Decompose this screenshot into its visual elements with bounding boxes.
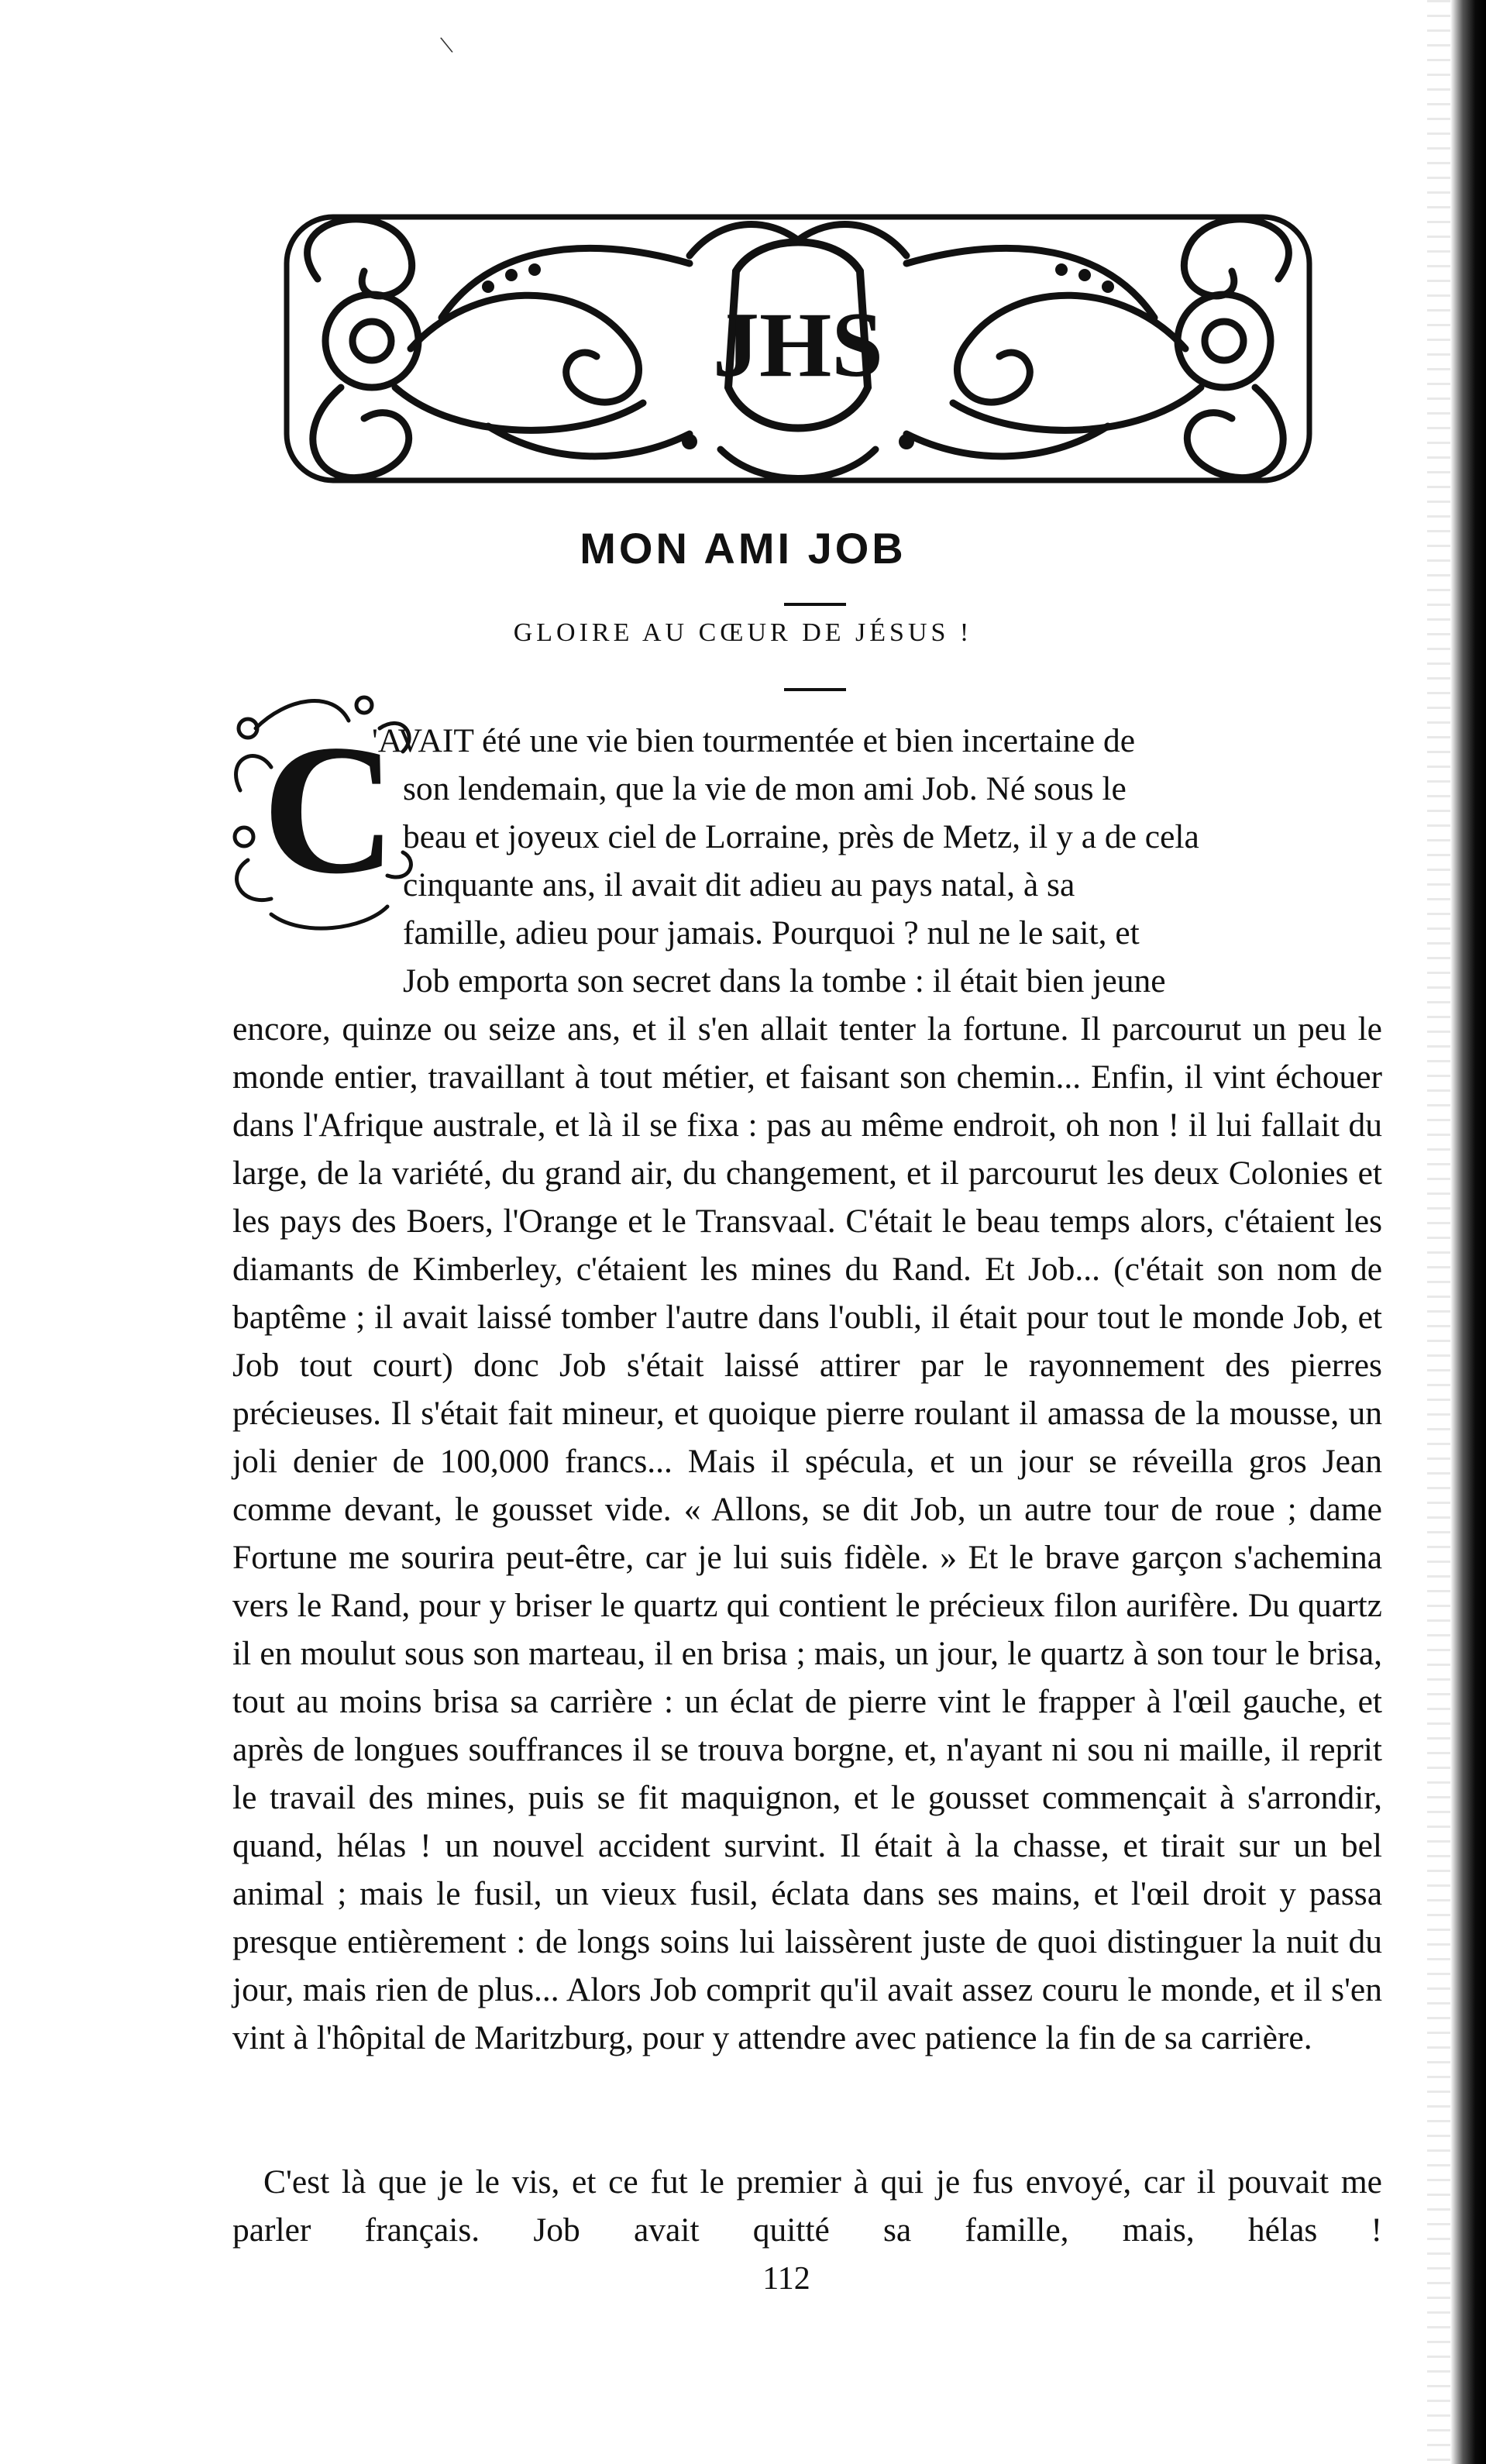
- paragraph-text: C'est là que je le vis, et ce fut le premier à qui je fus envoyé, car il pouvait me parler français. Job avait quitté sa famille, mais, hélas !: [232, 2163, 1382, 2249]
- ornament-monogram: JHS: [712, 293, 884, 396]
- dropcap-letter: C: [262, 706, 397, 912]
- body-paragraph-1: [232, 1005, 1382, 2062]
- text-line: beau et joyeux ciel de Lorraine, près de Metz, il y a de cela: [403, 818, 1199, 855]
- page-title: MON AMI JOB: [580, 524, 906, 573]
- header-ornament: [256, 186, 1340, 511]
- title-rule-bottom: [784, 688, 846, 691]
- text-line: cinquante ans, il avait dit adieu au pays natal, à sa: [403, 866, 1075, 903]
- paragraph-text: encore, quinze ou seize ans, et il s'en allait tenter la fortune. Il parcourut un peu le monde entier, travaillant à tout métier, et faisant son chemin... Enfin, il vint échouer dans l'Afrique australe, et là il se fixa : pas au même endroit, oh non ! il lui fallait du large, de la variété, du grand air, du changement, et il parcourut les deux Colonies et les pays des Boers, l'Orange et le Transvaal. C'était le beau temps alors, c'étaient les diamants de Kimberley, c'étaient les mines du Rand. Et Job... (c'était son nom de baptême ; il avait laissé tomber l'autre dans l'oubli, il était pour tout le monde Job, et Job tout court) donc Job s'était laissé attirer par le rayonnement des pierres précieuses. Il s'était fait mineur, et quoique pierre roulant il amassa de la mousse, un joli denier de 100,000 francs... Mais il spécula, et un jour se réveilla gros Jean comme devant, le gousset vide. « Allons, se dit Job, un autre tour de roue ; dame Fortune me sourira peut-être, car je lui suis fidèle. » Et le brave garçon s'achemina vers le Rand, pour y briser le quartz qui contient le précieux filon aurifère. Du quartz il en moulut sous son marteau, il en brisa ; mais, un jour, le quartz à son tour le brisa, tout au moins brisa sa carrière : un éclat de pierre vint le frapper à l'œil gauche, et après de longues souffrances il se trouva borgne, et, n'ayant ni sou ni maille, il reprit le travail des mines, puis se fit maquignon, et le gousset commençait à s'arrondir, quand, hélas ! un nouvel accident survint. Il était à la chasse, et tirait sur un bel animal ; mais le fusil, un vieux fusil, éclata dans ses mains, et l'œil droit y passa presque entièrement : de longs soins lui laissèrent juste de quoi distinguer la nuit du jour, mais rien de plus... Alors Job comprit qu'il avait assez couru le monde, et il s'en vint à l'hôpital de Maritzburg, pour y attendre avec patience la fin de sa carrière.: [232, 1010, 1382, 2056]
- stray-ink-mark: \: [438, 30, 456, 60]
- body-paragraph-2: [232, 2158, 1382, 2254]
- title-rule-top: [784, 603, 846, 606]
- text-line: famille, adieu pour jamais. Pourquoi ? nul ne le sait, et: [403, 914, 1140, 952]
- text-line: son lendemain, que la vie de mon ami Job. Né sous le: [403, 770, 1127, 807]
- page-edge-shadow: [1450, 0, 1486, 2464]
- text-line: 'AVAIT été une vie bien tourmentée et bien incertaine de: [372, 722, 1136, 759]
- opening-lines: [372, 717, 1383, 1005]
- page-edge-speckle: [1427, 0, 1450, 2464]
- text-line: Job emporta son secret dans la tombe : il était bien jeune: [403, 962, 1166, 1000]
- page-subtitle: GLOIRE AU CŒUR DE JÉSUS !: [513, 618, 973, 647]
- page-number: 112: [762, 2261, 810, 2297]
